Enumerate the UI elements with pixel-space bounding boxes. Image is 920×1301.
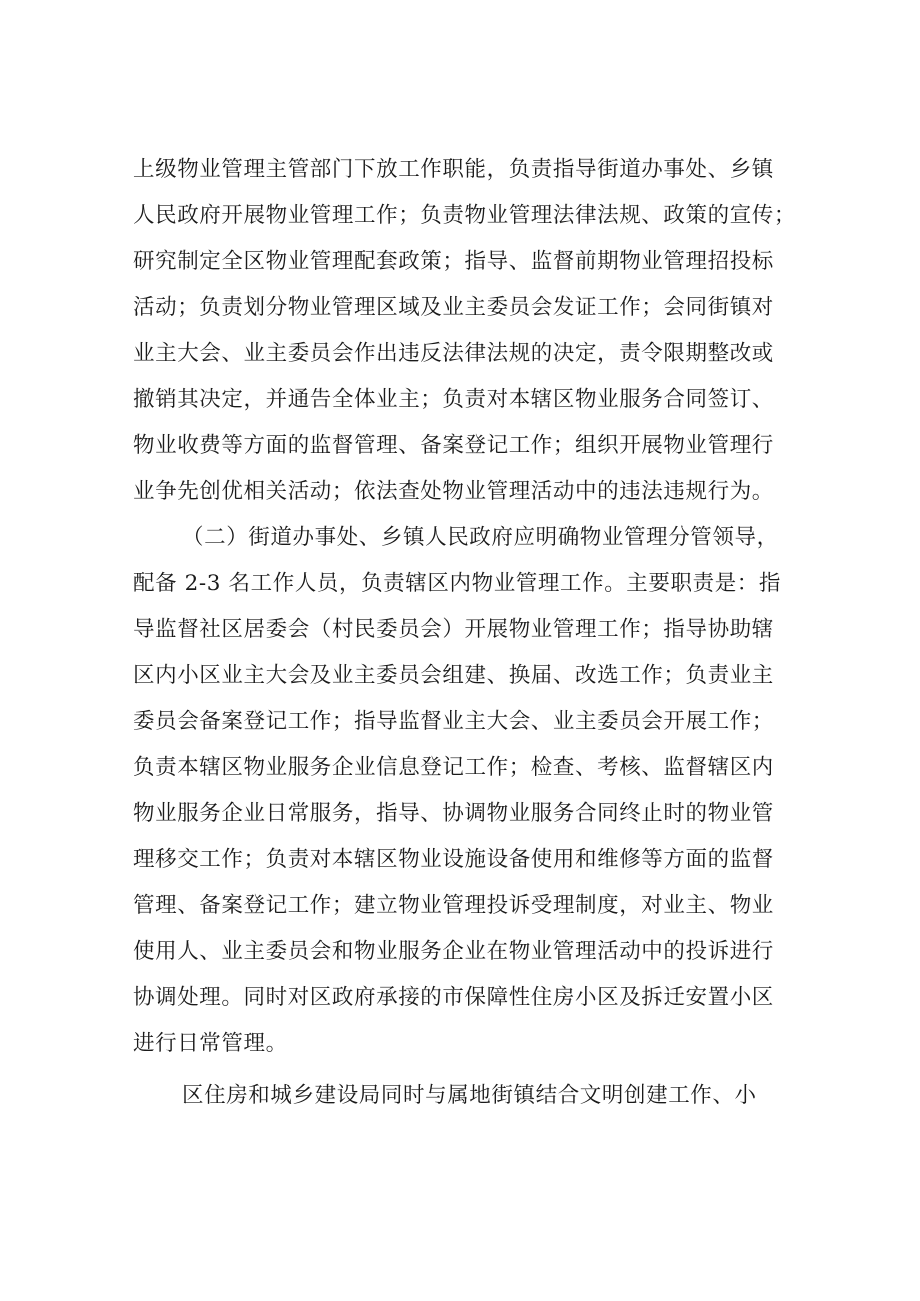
paragraph-line: 研究制定全区物业管理配套政策；指导、监督前期物业管理招投标 bbox=[133, 249, 774, 274]
paragraph-line: 管理、备案登记工作；建立物业管理投诉受理制度，对业主、物业 bbox=[133, 893, 774, 918]
paragraph-line: 活动；负责划分物业管理区域及业主委员会发证工作；会同街镇对 bbox=[133, 295, 774, 320]
paragraph-line: 导监督社区居委会（村民委员会）开展物业管理工作；指导协助辖 bbox=[133, 617, 774, 642]
paragraph-line: 业争先创优相关活动；依法查处物业管理活动中的违法违规行为。 bbox=[133, 479, 774, 504]
paragraph-line: 区内小区业主大会及业主委员会组建、换届、改选工作；负责业主 bbox=[133, 663, 774, 688]
paragraph-line: 人民政府开展物业管理工作；负责物业管理法律法规、政策的宣传； bbox=[133, 203, 797, 228]
paragraph-line: 进行日常管理。 bbox=[133, 1031, 288, 1056]
section-heading-line: （二）街道办事处、乡镇人民政府应明确物业管理分管领导， bbox=[182, 525, 779, 550]
paragraph-line: 负责本辖区物业服务企业信息登记工作；检查、考核、监督辖区内 bbox=[133, 755, 774, 780]
paragraph-line: 物业服务企业日常服务，指导、协调物业服务合同终止时的物业管 bbox=[133, 801, 774, 826]
paragraph-line: 业主大会、业主委员会作出违反法律法规的决定，责令限期整改或 bbox=[133, 341, 774, 366]
paragraph-line: 区住房和城乡建设局同时与属地街镇结合文明创建工作、小 bbox=[182, 1083, 757, 1108]
paragraph-line: 撤销其决定，并通告全体业主；负责对本辖区物业服务合同签订、 bbox=[133, 387, 774, 412]
paragraph-line: 物业收费等方面的监督管理、备案登记工作；组织开展物业管理行 bbox=[133, 433, 774, 458]
paragraph-line: 委员会备案登记工作；指导监督业主大会、业主委员会开展工作； bbox=[133, 709, 774, 734]
paragraph-line: 使用人、业主委员会和物业服务企业在物业管理活动中的投诉进行 bbox=[133, 939, 774, 964]
paragraph-line: 理移交工作；负责对本辖区物业设施设备使用和维修等方面的监督 bbox=[133, 847, 774, 872]
paragraph-line: 上级物业管理主管部门下放工作职能，负责指导街道办事处、乡镇 bbox=[133, 157, 774, 182]
paragraph-line: 配备 2-3 名工作人员，负责辖区内物业管理工作。主要职责是：指 bbox=[133, 571, 781, 596]
paragraph-line: 协调处理。同时对区政府承接的市保障性住房小区及拆迁安置小区 bbox=[133, 985, 774, 1010]
